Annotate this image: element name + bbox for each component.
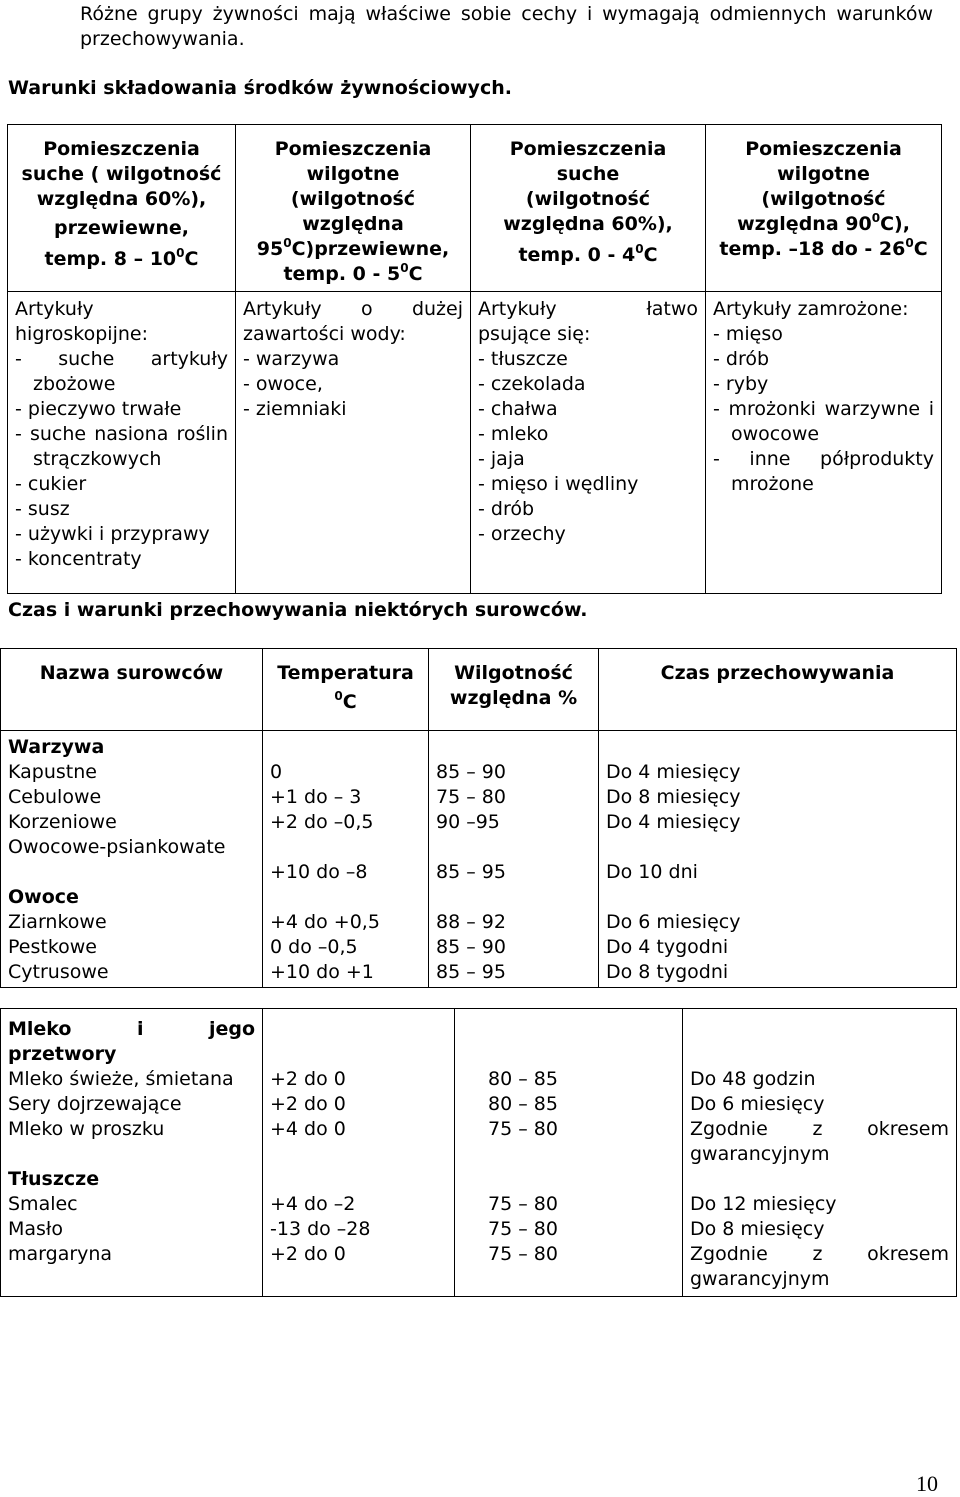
list-item: - orzechy (478, 523, 566, 545)
list-item: - ryby (713, 373, 769, 395)
list-item: - cukier (15, 473, 87, 495)
list-item: - pieczywo trwałe (15, 398, 182, 420)
list-item: - mięso i wędliny (478, 473, 639, 495)
list-item: - ziemniaki (243, 398, 347, 420)
column-header-humidity: Wilgotność względna % (429, 649, 599, 731)
storage-header-humid-ventilated: Pomieszczenia wilgotne (wilgotność względna $95^0C)przewiewne$, temp. $0 - 5^0C$ (236, 125, 471, 292)
list-item: - suche nasiona roślin strączkowych (15, 423, 228, 470)
column-header-storage-time: Czas przechowywania (599, 649, 957, 731)
list-item: - susz (15, 498, 70, 520)
list-item: - koncentraty (15, 548, 142, 570)
table-row (1, 731, 957, 988)
cell-temperatures: +2 do 0 +2 do 0 +4 do 0 +4 do –2 -13 do –28 +2 do 0 (263, 1009, 455, 1297)
list-item: - inne półprodukty mrożone (713, 448, 934, 495)
storage-time-table-1 (0, 648, 957, 988)
storage-body-frozen: Artykuły zamrożone: - mięso - drób - ryby - mrożonki warzywne i owocowe - inne półprodukty mrożone (706, 292, 942, 594)
cell-storage-times: Do 4 miesięcy Do 8 miesięcy Do 4 miesięcy Do 10 dni Do 6 miesięcy Do 4 tygodni Do 8 tygodni (599, 731, 957, 988)
storage-header-dry: Pomieszczenia suche (wilgotność względna 60%), temp. $0 - 4^0C$ (471, 125, 706, 292)
storage-conditions-table (7, 124, 942, 594)
storage-time-table-2 (0, 1008, 957, 1297)
list-item: - suche artykuły zbożowe (15, 348, 228, 395)
storage-header-dry-ventilated: Pomieszczenia suche ( wilgotność względna 60%), przewiewne, temp. $8 - 10^0C$ (8, 125, 236, 292)
cell-storage-times: Do 48 godzin Do 6 miesięcy Zgodnie z okresem gwarancyjnym Do 12 miesięcy Do 8 miesięcy Zgodnie z okresem gwarancyjnym (683, 1009, 957, 1297)
list-item: - warzywa (243, 348, 340, 370)
list-item: - mrożonki warzywne i owocowe (713, 398, 934, 445)
cell-humidities: 85 – 90 75 – 80 90 –95 85 – 95 88 – 92 85 – 90 85 – 95 (429, 731, 599, 988)
cell-temperatures: 0 +1 do – 3 +2 do –0,5 +10 do –8 +4 do +0,5 0 do –0,5 +10 do +1 (263, 731, 429, 988)
storage-header-humid-frozen: Pomieszczenia wilgotne (wilgotność względna $90^0C$), temp. –18 do - $26^0C$ (706, 125, 942, 292)
list-item: - drób (713, 348, 770, 370)
storage-body-row (8, 292, 942, 594)
table-row (1, 1009, 957, 1297)
column-header-name: Nazwa surowców (1, 649, 263, 731)
intro-paragraph: Różne grupy żywności mają właściwe sobie cechy i wymagają odmiennych warunków przechowywania. (80, 3, 933, 50)
cell-humidities: 80 – 85 80 – 85 75 – 80 75 – 80 75 – 80 75 – 80 (455, 1009, 683, 1297)
section-heading-storage: Warunki składowania środków żywnościowych. (8, 77, 512, 99)
section-heading-storage-time: Czas i warunki przechowywania niektórych surowców. (8, 599, 588, 621)
list-item: - drób (478, 498, 535, 520)
list-item: - owoce, (243, 373, 323, 395)
list-item: - tłuszcze (478, 348, 568, 370)
list-item: - chałwa (478, 398, 558, 420)
list-item: - mięso (713, 323, 783, 345)
cell-names: Mleko i jego przetwory Mleko świeże, śmietana Sery dojrzewające Mleko w proszku Tłuszcze Smalec Masło margaryna (1, 1009, 263, 1297)
list-item: - jaja (478, 448, 525, 470)
list-item: - używki i przyprawy (15, 523, 210, 545)
list-item: - czekolada (478, 373, 586, 395)
storage-header-row (8, 125, 942, 292)
page-number: 10 (916, 1471, 938, 1496)
table-header-row (1, 649, 957, 731)
cell-names: Warzywa Kapustne Cebulowe Korzeniowe Owocowe-psiankowate Owoce Ziarnkowe Pestkowe Cytrusowe (1, 731, 263, 988)
storage-body-perishable: Artykuły łatwo psujące się: - tłuszcze - czekolada - chałwa - mleko - jaja - mięso i wędliny - drób - orzechy (471, 292, 706, 594)
list-item: - mleko (478, 423, 549, 445)
column-header-temperature: Temperatura $^0$C (263, 649, 429, 731)
storage-body-high-water: Artykuły o dużej zawartości wody: - warzywa - owoce, - ziemniaki (236, 292, 471, 594)
storage-body-hygroscopic: Artykuły higroskopijne: - suche artykuły zbożowe - pieczywo trwałe - suche nasiona roślin strączkowych - cukier - susz - używki i przyprawy - koncentraty (8, 292, 236, 594)
